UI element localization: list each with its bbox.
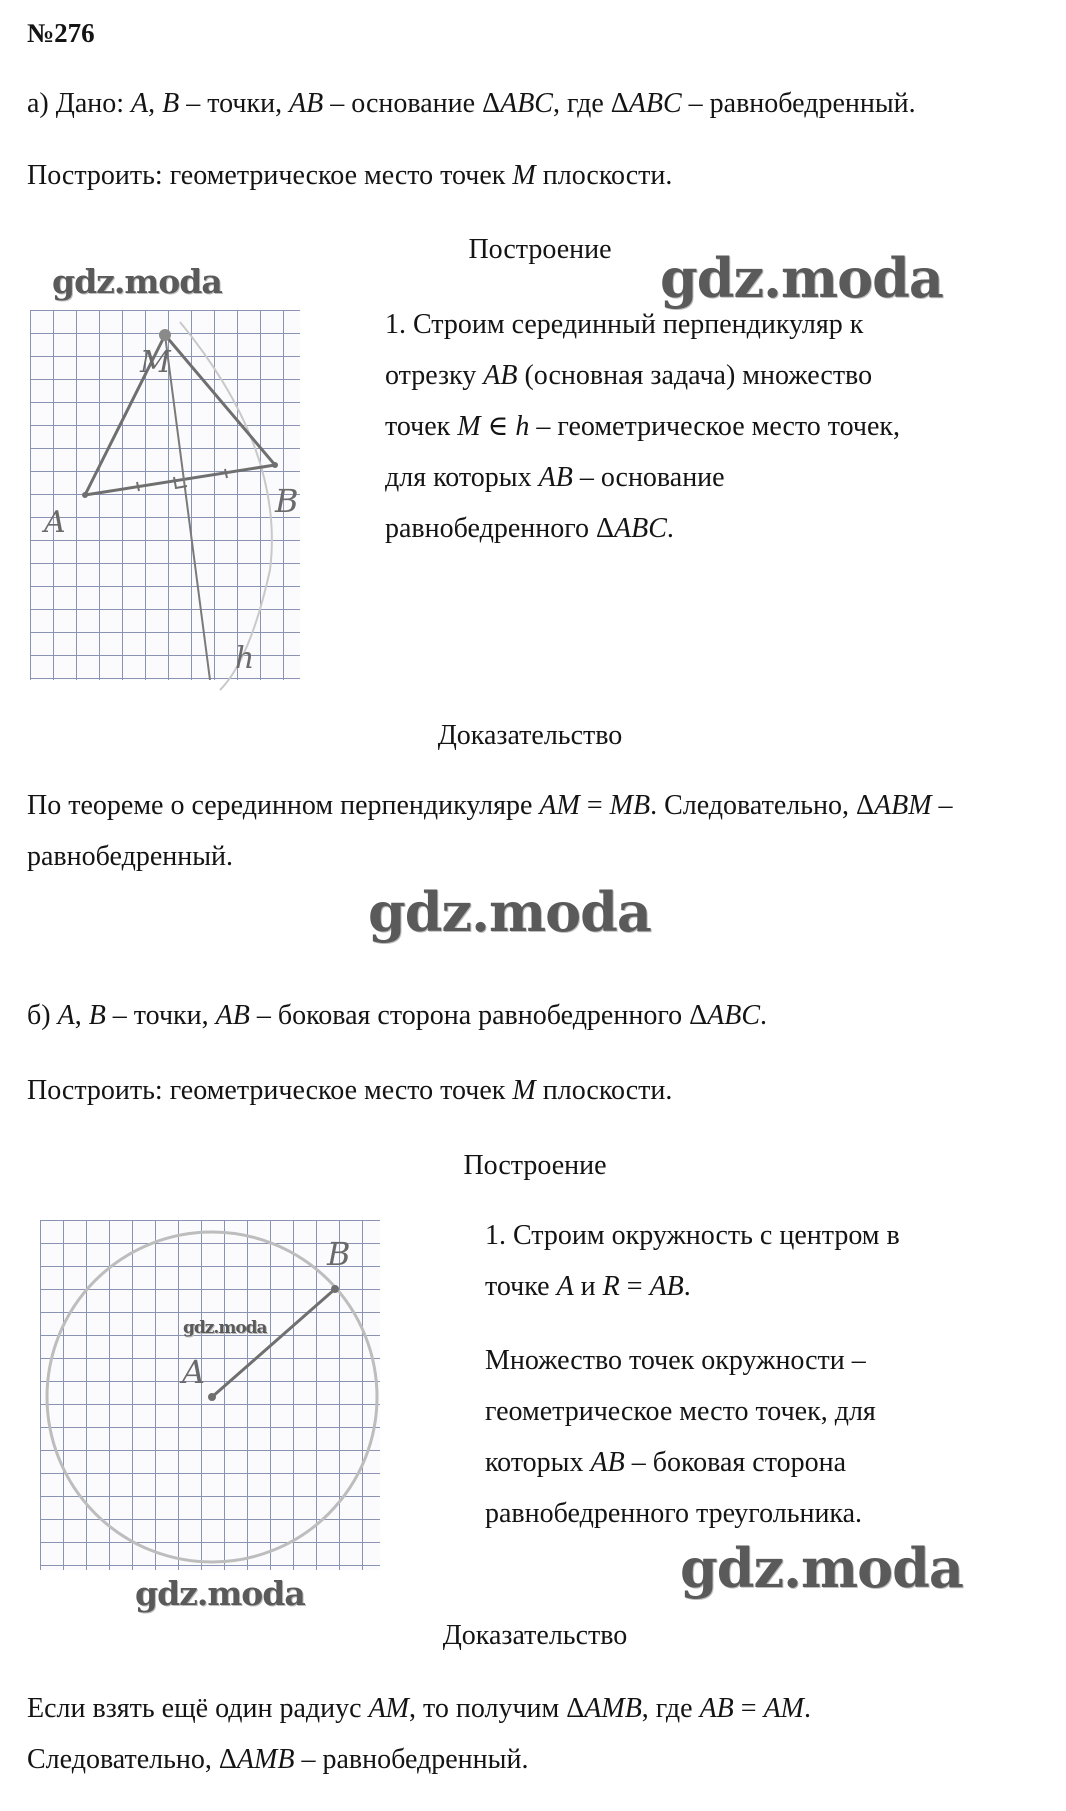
watermark: gdz.moda: [680, 1536, 963, 1600]
point-b: [272, 462, 278, 468]
label-b: B: [327, 1235, 351, 1273]
text-line: равнобедренного ΔABC.: [385, 513, 674, 544]
text-line: По теореме о серединном перпендикуляре AM = MB. Следовательно, ΔABM –: [27, 790, 953, 821]
center-a: [208, 1393, 216, 1401]
tick-mark: [137, 482, 139, 491]
label-b: B: [275, 482, 299, 520]
text-line: для которых AB – основание: [385, 462, 725, 493]
tick-mark: [225, 469, 227, 478]
text-line: 1. Строим окружность с центром в: [485, 1220, 900, 1251]
part-b-construction-note: [485, 1335, 876, 1539]
part-b-construction-heading: Построение: [463, 1150, 607, 1181]
watermark: gdz.moda: [52, 262, 222, 301]
part-b-construction-lines: [485, 1210, 900, 1312]
figure-a: [30, 310, 300, 680]
segment-mb: [165, 335, 275, 465]
text-line: отрезку AB (основная задача) множество: [385, 360, 873, 391]
watermark: gdz.moda: [183, 1318, 267, 1338]
radius-ab: [212, 1289, 335, 1397]
part-b-task: Построить: геометрическое место точек M плоскости.: [27, 1075, 673, 1106]
point-b: [331, 1285, 339, 1293]
part-b-given: б) A, B – точки, AB – боковая сторона равнобедренного ΔABC.: [27, 1000, 768, 1031]
text-line: Множество точек окружности –: [485, 1345, 866, 1376]
segment-ab: [85, 465, 275, 495]
part-b-proof-heading: Доказательство: [442, 1620, 628, 1651]
part-a-construction-lines: [385, 299, 900, 554]
text-line: точке A и R = AB.: [485, 1271, 691, 1302]
part-a-proof-heading: Доказательство: [437, 720, 623, 751]
text-line: которых AB – боковая сторона: [485, 1447, 847, 1478]
part-a-given: а) Дано: A, B – точки, AB – основание ΔABC, где ΔABC – равнобедренный.: [27, 88, 916, 119]
figure-b: [30, 1215, 400, 1585]
text-line: геометрическое место точек, для: [485, 1396, 876, 1427]
label-a: A: [44, 505, 66, 540]
text-line: точек M ∈ h – геометрическое место точек,: [385, 411, 901, 442]
label-a: A: [182, 1353, 206, 1391]
part-b-proof-lines: [27, 1683, 811, 1785]
watermark: gdz.moda: [135, 1574, 305, 1613]
text-line: равнобедренного треугольника.: [485, 1498, 863, 1529]
text-line: Если взять ещё один радиус AM, то получим ΔAMB, где AB = AM.: [27, 1693, 812, 1724]
label-m: M: [140, 345, 171, 380]
part-a-task: Построить: геометрическое место точек M плоскости.: [27, 160, 673, 191]
point-a: [82, 492, 88, 498]
problem-number: №276: [27, 18, 95, 48]
arc-trace: [180, 322, 272, 690]
watermark: gdz.moda: [660, 246, 943, 310]
text-line: 1. Строим серединный перпендикуляр к: [385, 309, 864, 340]
perpendicular-h: [165, 335, 210, 680]
part-a-proof-lines: [27, 780, 953, 882]
label-h: h: [235, 641, 255, 676]
part-a-construction-heading: Построение: [468, 234, 612, 265]
text-line: равнобедренный.: [27, 841, 234, 872]
point-m: [159, 329, 171, 341]
watermark: gdz.moda: [368, 880, 651, 944]
text-line: Следовательно, ΔAMB – равнобедренный.: [27, 1744, 529, 1775]
